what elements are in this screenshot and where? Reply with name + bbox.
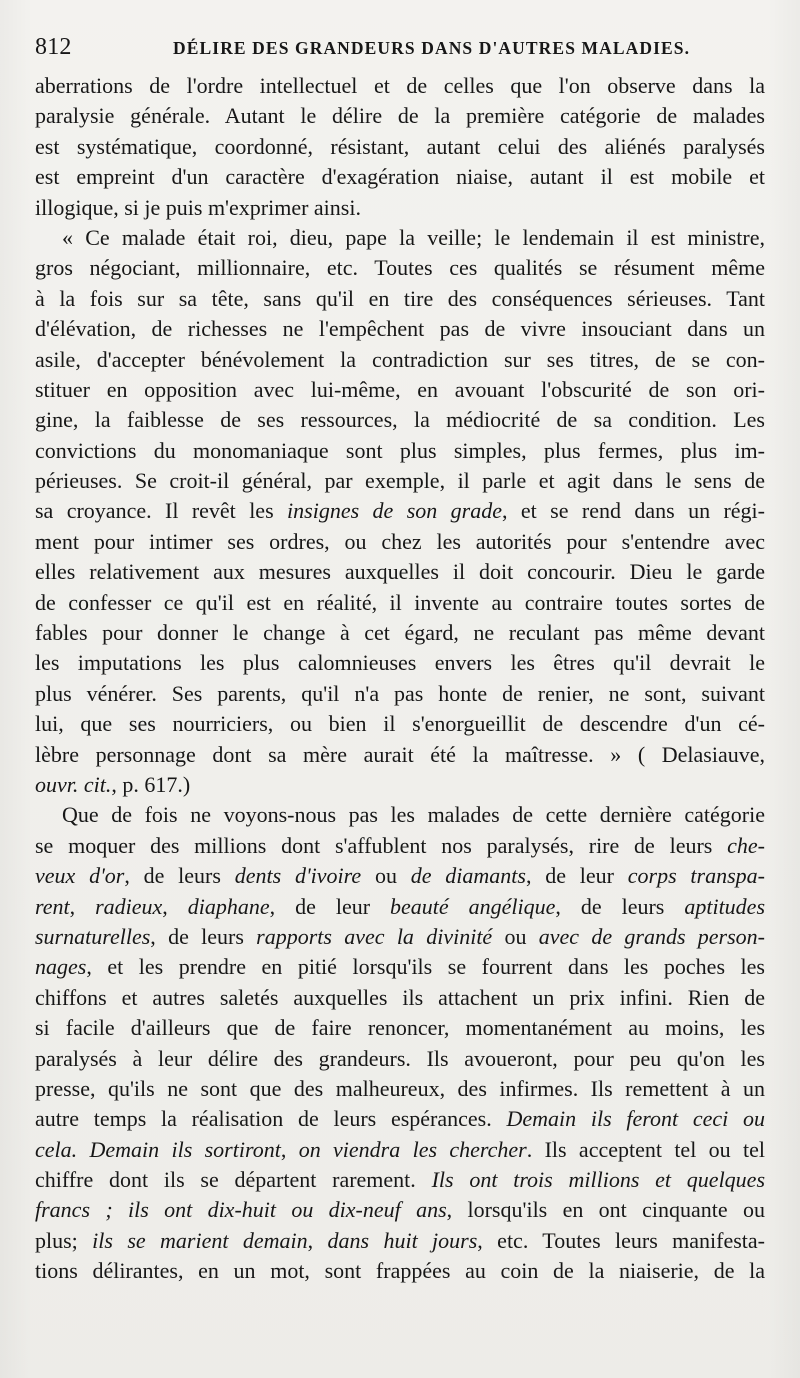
text-fragment: ou — [361, 863, 411, 889]
text-fragment: , et les prendre en pitié lorsqu'ils se fourrent dans les poches les — [86, 954, 765, 980]
italic-fragment: de diamants — [410, 863, 526, 889]
text-line-with-italics — [35, 1226, 765, 1256]
italic-fragment: on viendra les chercher — [298, 1136, 527, 1162]
italic-fragment: veux d'or — [35, 863, 125, 889]
text-fragment: , etc. Toutes leurs manifesta- — [477, 1227, 765, 1253]
italic-fragment: dans huit jours — [327, 1227, 478, 1253]
text-fragment: , de leurs — [150, 923, 257, 949]
text-fragment: se moquer des millions dont s'affublent nos paralysés, rire de leurs — [35, 832, 728, 858]
text-fragment: , de leurs — [124, 863, 235, 889]
text-fragment: , — [162, 893, 188, 919]
text-line-with-italics — [35, 831, 765, 861]
quote-line: à la fois sur sa tête, sans qu'il en tire des conséquences sérieuses. Tant — [35, 285, 765, 311]
quote-line-with-italics — [35, 496, 765, 526]
quote-line: périeuses. Se croit-il général, par exemple, il parle et agit dans le sens de — [35, 468, 765, 494]
italic-fragment: avec de grands person- — [538, 923, 765, 949]
quote-line: fables pour donner le change à cet égard, ne reculant pas même devant — [35, 620, 765, 646]
italic-fragment: insignes de son grade — [287, 498, 502, 524]
page-header — [35, 34, 765, 64]
text-fragment: sa croyance. Il revêt les — [35, 498, 288, 524]
italic-fragment: cela. Demain ils sortiront — [35, 1136, 281, 1162]
quote-line: convictions du monomaniaque sont plus simples, plus fermes, plus im- — [35, 437, 765, 463]
quote-line: stituer en opposition avec lui-même, en avouant l'obscurité de son ori- — [35, 376, 765, 402]
quote-line: gine, la faiblesse de ses ressources, la médiocrité de sa condition. Les — [35, 407, 765, 433]
text-line-with-italics — [35, 892, 765, 922]
quote-line: lèbre personnage dont sa mère aurait été la maîtresse. » ( Delasiauve, — [35, 741, 765, 767]
text-line-with-italics — [35, 1195, 765, 1225]
text-line-with-italics — [35, 861, 765, 891]
quote-line: d'élévation, de richesses ne l'empêchent pas de vivre insouciant dans un — [35, 316, 765, 342]
text-line-with-italics — [35, 1104, 765, 1134]
text-line: si facile d'ailleurs que de faire renoncer, momentanément au moins, les — [35, 1015, 765, 1041]
italic-fragment: Demain ils feront ceci ou — [506, 1106, 765, 1132]
quote-line: lui, que ses nourriciers, ou bien il s'enorgueillit de descendre d'un cé- — [35, 711, 765, 737]
quote-line: gros négociant, millionnaire, etc. Toutes ces qualités se résument même — [35, 255, 765, 281]
text-fragment: . Ils acceptent tel ou tel — [526, 1136, 765, 1162]
italic-fragment: corps transpa- — [627, 863, 765, 889]
italic-fragment: radieux — [95, 893, 163, 919]
text-fragment: plus; — [35, 1227, 93, 1253]
text-fragment: , et se rend dans un régi- — [501, 498, 765, 524]
italic-fragment: ouvr. cit. — [35, 771, 112, 797]
running-title: DÉLIRE DES GRANDEURS DANS D'AUTRES MALADIES. — [173, 38, 691, 58]
text-line: tions délirantes, en un mot, sont frappées au coin de la niaiserie, de la — [35, 1258, 765, 1284]
text-line-with-italics — [35, 1135, 765, 1165]
quote-line: de confesser ce qu'il est en réalité, il invente au contraire toutes sortes de — [35, 589, 765, 615]
italic-fragment: rent — [35, 893, 70, 919]
text-line: chiffons et autres saletés auxquelles ils attachent un prix infini. Rien de — [35, 984, 765, 1010]
page-number: 812 — [35, 34, 72, 60]
italic-fragment: francs ; ils ont dix-huit ou dix-neuf ans — [35, 1197, 447, 1223]
text-fragment: , — [280, 1136, 299, 1162]
quote-line: les imputations les plus calomnieuses envers les êtres qu'il devrait le — [35, 650, 765, 676]
italic-fragment: Ils ont trois millions et quelques — [431, 1167, 765, 1193]
text-line: aberrations de l'ordre intellectuel et de celles que l'on observe dans la — [35, 73, 765, 98]
text-fragment: , de leur — [525, 863, 628, 889]
text-fragment: , — [307, 1227, 328, 1253]
italic-fragment: dents d'ivoire — [234, 863, 362, 889]
text-fragment: , p. 617.) — [111, 771, 191, 797]
quote-line: elles relativement aux mesures auxquelles il doit concourir. Dieu le garde — [35, 559, 765, 585]
text-fragment: , de leur — [269, 893, 391, 919]
text-line: paralysie générale. Autant le délire de la première catégorie de malades — [35, 103, 765, 129]
italic-fragment: nages — [35, 954, 87, 980]
citation-line — [35, 770, 765, 800]
text-fragment: , de leurs — [555, 893, 685, 919]
italic-fragment: rapports avec la divinité — [256, 923, 493, 949]
italic-fragment: che- — [727, 832, 765, 858]
quote-line: plus vénérer. Ses parents, qu'il n'a pas honte de renier, ne sont, suivant — [35, 680, 765, 706]
quote-line: asile, d'accepter bénévolement la contradiction sur ses titres, de se con- — [35, 346, 765, 372]
italic-fragment: ils se marient demain — [92, 1227, 308, 1253]
quote-line: ment pour intimer ses ordres, ou chez les autorités pour s'entendre avec — [35, 528, 765, 554]
paragraph-start: Que de fois ne voyons-nous pas les malades de cette dernière catégorie — [62, 802, 765, 828]
text-fragment: , lorsqu'ils en ont cinquante ou — [446, 1197, 765, 1223]
quote-line: « Ce malade était roi, dieu, pape la veille; le lendemain il est ministre, — [62, 224, 765, 250]
text-line: paralysés à leur délire des grandeurs. Ils avoueront, pour peu qu'on les — [35, 1045, 765, 1071]
italic-fragment: diaphane — [187, 893, 270, 919]
italic-fragment: aptitudes — [684, 893, 765, 919]
text-line: presse, qu'ils ne sont que des malheureux, des infirmes. Ils remettent à un — [35, 1075, 765, 1101]
text-line: illogique, si je puis m'exprimer ainsi. — [35, 194, 361, 220]
text-line-with-italics — [35, 922, 765, 952]
text-line: est systématique, coordonné, résistant, autant celui des aliénés paralysés — [35, 133, 765, 159]
text-line-with-italics — [35, 952, 765, 982]
text-line: est empreint d'un caractère d'exagération niaise, autant il est mobile et — [35, 164, 765, 190]
italic-fragment: beauté angélique — [390, 893, 556, 919]
text-fragment: chiffre dont ils se départent rarement. — [35, 1167, 432, 1193]
body-text — [35, 71, 765, 1287]
text-fragment: autre temps la réalisation de leurs espérances. — [35, 1106, 507, 1132]
text-fragment: , — [69, 893, 96, 919]
text-line-with-italics — [35, 1165, 765, 1195]
text-fragment: ou — [492, 923, 539, 949]
italic-fragment: surnaturelles — [35, 923, 151, 949]
